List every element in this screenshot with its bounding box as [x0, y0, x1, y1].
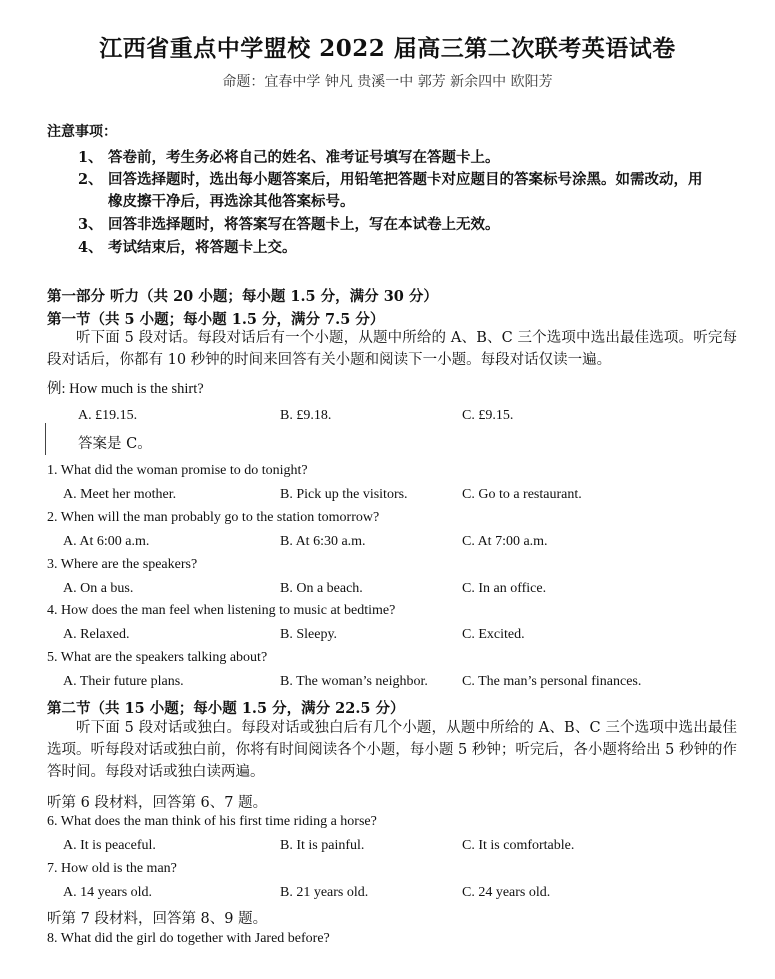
question-2: 2. When will the man probably go to the station tomorrow? [47, 510, 380, 525]
question-6-option-b: B. It is painful. [280, 838, 365, 853]
question-5-option-c: C. The man’s personal finances. [462, 674, 642, 689]
notice-item-number: 1、 [78, 149, 103, 166]
question-6: 6. What does the man think of his first time riding a horse? [47, 814, 377, 829]
question-8: 8. What did the girl do together with Jared before? [47, 931, 330, 946]
question-2-option-c: C. At 7:00 a.m. [462, 534, 548, 549]
question-1-option-b: B. Pick up the visitors. [280, 487, 408, 502]
question-5-option-a: A. Their future plans. [63, 674, 184, 689]
question-2-option-b: B. At 6:30 a.m. [280, 534, 366, 549]
exam-title: 江西省重点中学盟校 2022 届高三第二次联考英语试卷 [99, 35, 676, 62]
notice-item-3 [78, 213, 500, 234]
notice-heading: 注意事项： [47, 124, 117, 140]
example-option-b: B. £9.18. [280, 408, 332, 423]
question-3-option-b: B. On a beach. [280, 581, 363, 596]
question-6-option-a: A. It is peaceful. [63, 838, 156, 853]
example-option-a: A. £19.15. [78, 408, 138, 423]
notice-item-number: 2、 [78, 171, 103, 188]
notice-item-text: 回答选择题时，选出每小题答案后，用铅笔把答题卡对应题目的答案标号涂黑。如需改动，用 [108, 171, 703, 188]
question-1-option-a: A. Meet her mother. [63, 487, 177, 502]
question-5: 5. What are the speakers talking about? [47, 650, 268, 665]
notice-item-1 [78, 146, 500, 167]
notice-item-text: 回答非选择题时，将答案写在答题卡上，写在本试卷上无效。 [108, 216, 500, 233]
section1-heading: 第一节（共 5 小题；每小题 1.5 分，满分 7.5 分） [47, 311, 385, 328]
section2-heading: 第二节（共 15 小题；每小题 1.5 分，满分 22.5 分） [47, 700, 405, 717]
notice-item-number: 4、 [78, 239, 103, 256]
question-4-option-b: B. Sleepy. [280, 627, 338, 642]
question-3: 3. Where are the speakers? [47, 557, 198, 572]
material-7-note: 听第 7 段材料，回答第 8、9 题。 [47, 911, 268, 927]
part1-heading: 第一部分 听力（共 20 小题；每小题 1.5 分，满分 30 分） [47, 288, 438, 305]
notice-item-4 [78, 236, 297, 257]
question-7: 7. How old is the man? [47, 861, 177, 876]
section1-instructions: 听下面 5 段对话。每段对话后有一个小题，从题中所给的 A、B、C 三个选项中选出最佳选项。听完每段对话后，你都有 10 秒钟的时间来回答有关小题和阅读下一小题。每段对话仅读一遍。 [47, 330, 737, 368]
notice-item-text: 答卷前，考生务必将自己的姓名、准考证号填写在答题卡上。 [108, 149, 500, 166]
question-7-option-b: B. 21 years old. [280, 885, 369, 900]
question-5-option-b: B. The woman’s neighbor. [280, 674, 428, 689]
question-1: 1. What did the woman promise to do tonight? [47, 463, 308, 478]
question-7-option-c: C. 24 years old. [462, 885, 551, 900]
example-question: 例: How much is the shirt? [47, 381, 204, 397]
question-7-option-a: A. 14 years old. [63, 885, 153, 900]
question-1-option-c: C. Go to a restaurant. [462, 487, 582, 502]
notice-item-2 [78, 168, 703, 189]
notice-item-2-continued: 橡皮擦干净后，再选涂其他答案标号。 [108, 193, 355, 210]
question-3-option-a: A. On a bus. [63, 581, 134, 596]
question-6-option-c: C. It is comfortable. [462, 838, 575, 853]
text-cursor-mark [45, 423, 46, 455]
section2-instructions: 听下面 5 段对话或独白。每段对话或独白后有几个小题，从题中所给的 A、B、C 三个选项中选出最佳选项。听每段对话或独白前，你将有时间阅读各个小题，每小题 5 秒钟；听完后，各小题将给出 5 秒钟的作答时间。每段对话或独白读两遍。 [47, 720, 737, 780]
question-4-option-a: A. Relaxed. [63, 627, 130, 642]
question-3-option-c: C. In an office. [462, 581, 547, 596]
question-2-option-a: A. At 6:00 a.m. [63, 534, 150, 549]
notice-item-number: 3、 [78, 216, 103, 233]
example-option-c: C. £9.15. [462, 408, 514, 423]
material-6-note: 听第 6 段材料，回答第 6、7 题。 [47, 795, 268, 811]
question-4-option-c: C. Excited. [462, 627, 525, 642]
exam-authors: 命题：宜春中学 钟凡 贵溪一中 郭芳 新余四中 欧阳芳 [222, 74, 553, 90]
notice-item-text: 考试结束后，将答题卡上交。 [108, 239, 297, 256]
question-4: 4. How does the man feel when listening to music at bedtime? [47, 603, 396, 618]
example-answer: 答案是 C。 [78, 436, 152, 452]
